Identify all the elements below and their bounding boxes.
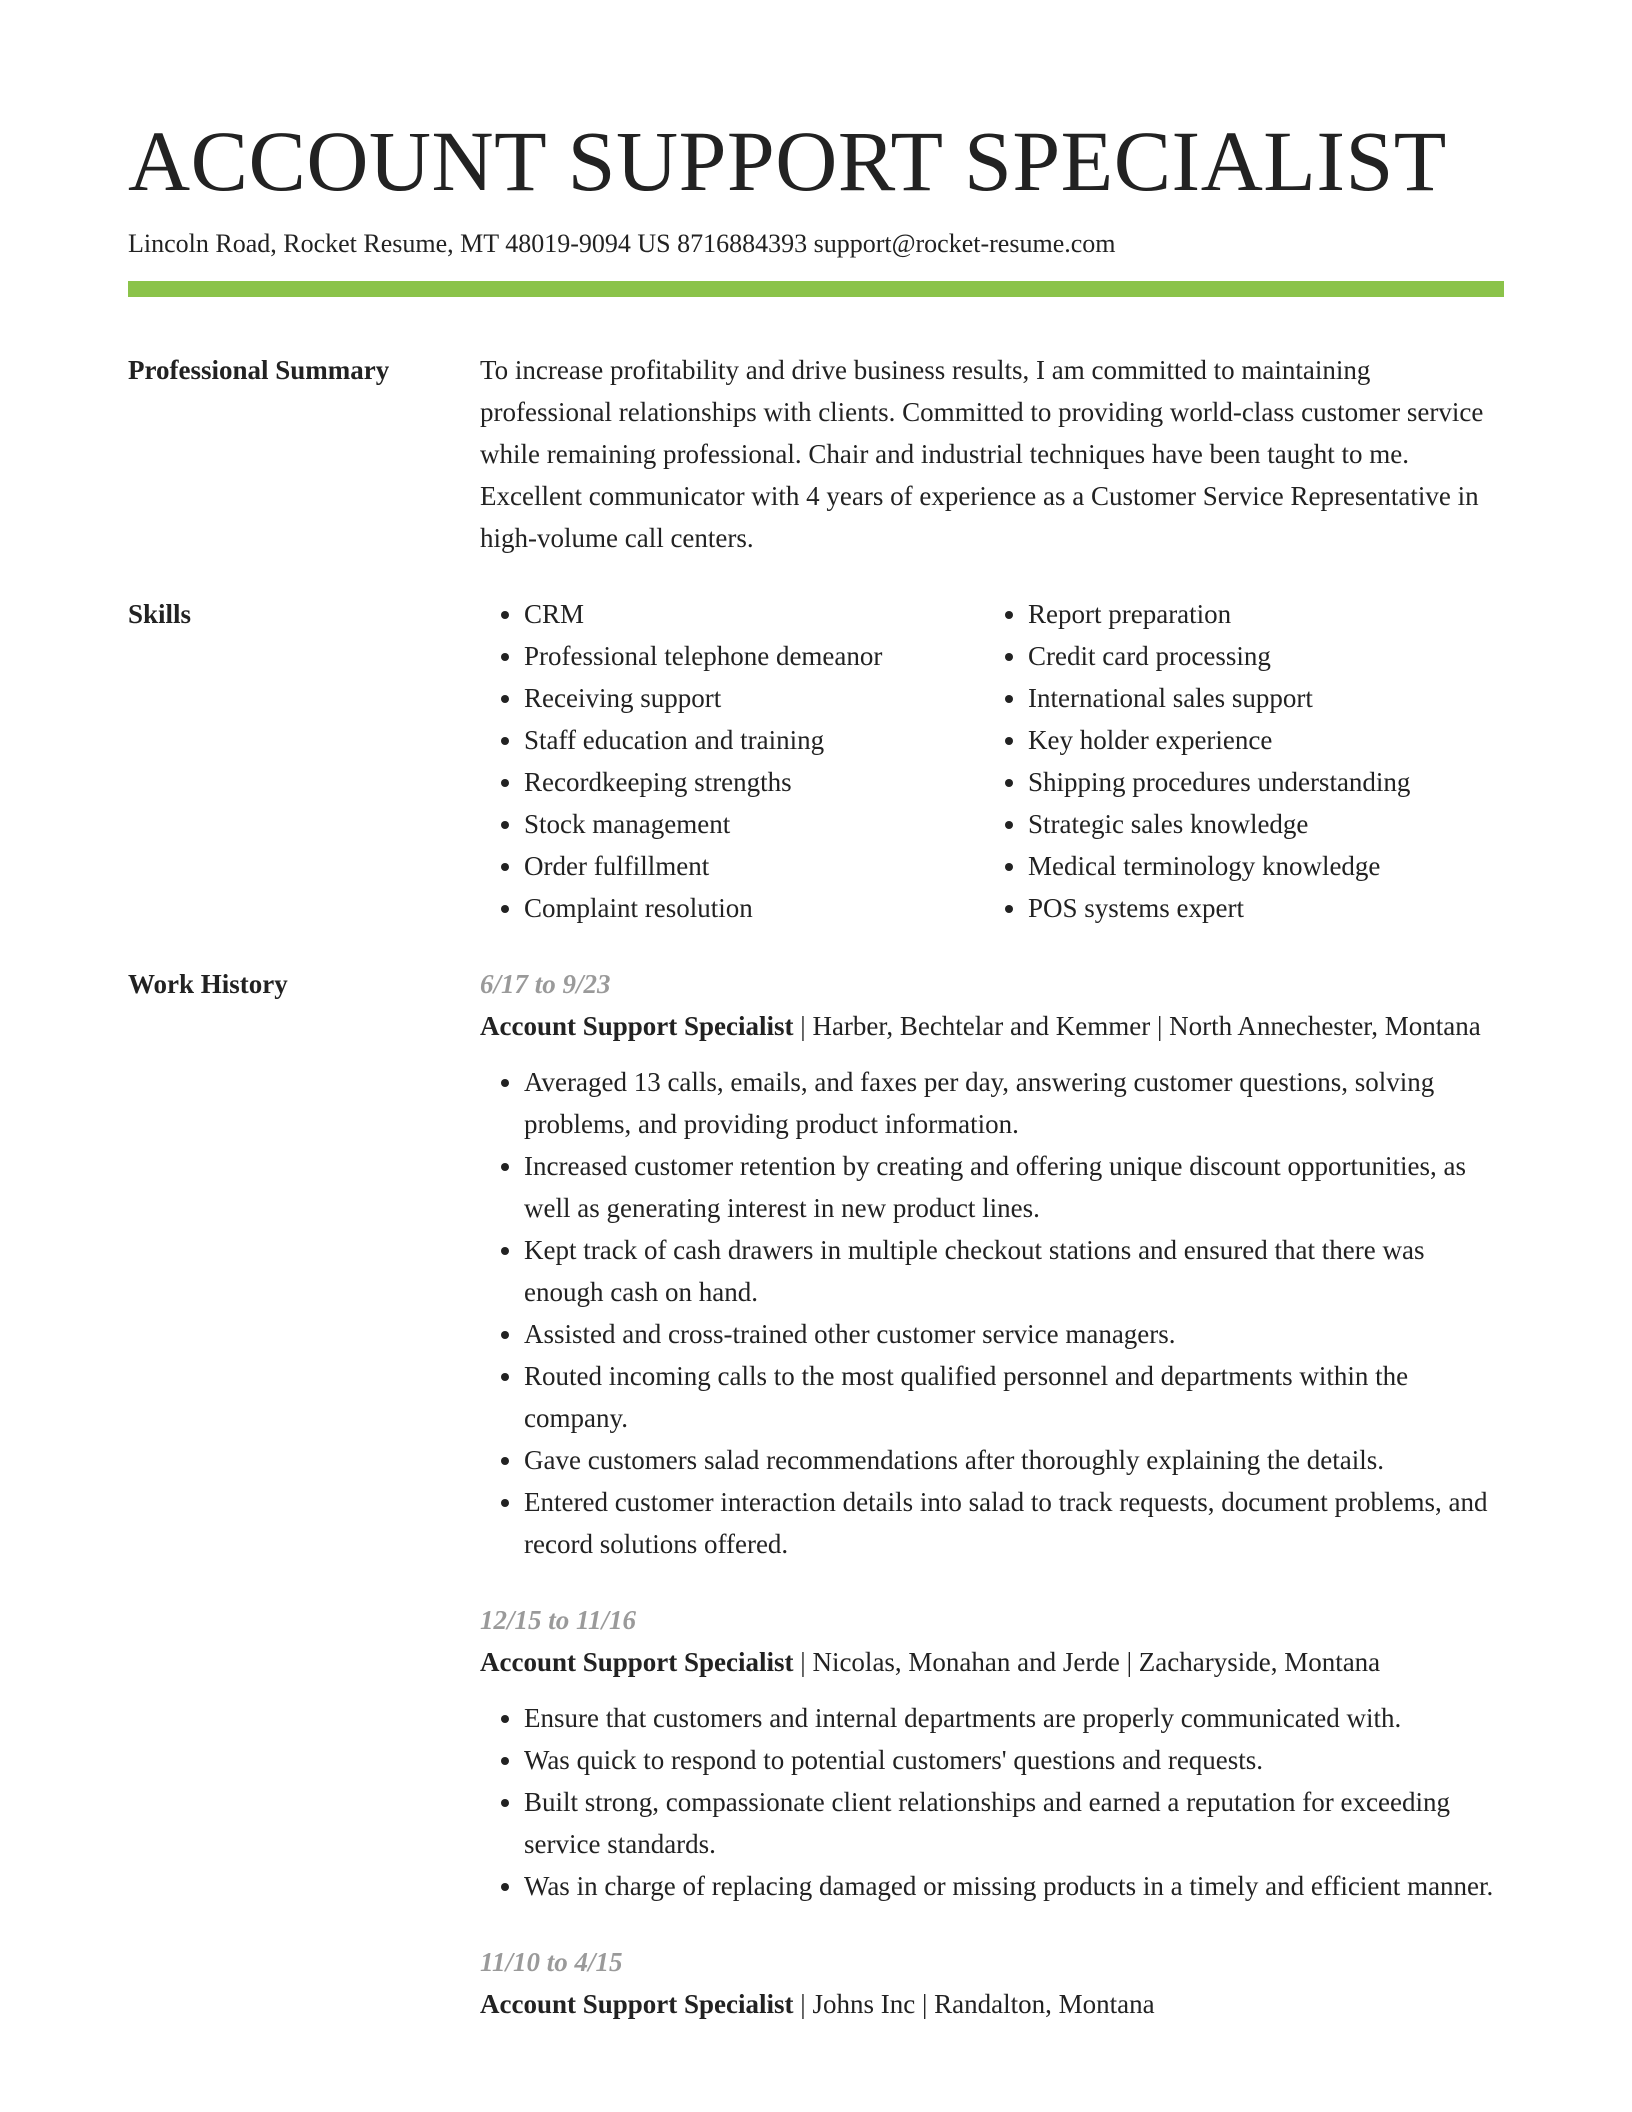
job-bullet: • Gave customers salad recommendations after thoroughly explaining the details. bbox=[524, 1439, 1504, 1481]
job-bullet: • Entered customer interaction details into salad to track requests, document problems, and record solutions offered. bbox=[524, 1481, 1504, 1565]
job-entry bbox=[480, 1941, 1504, 2025]
job-entry bbox=[480, 1599, 1504, 1907]
job-title: Account Support Specialist bbox=[480, 1647, 794, 1678]
skill-item: • Professional telephone demeanor bbox=[524, 635, 984, 677]
job-employer-location: | Nicolas, Monahan and Jerde | Zacharyside, Montana bbox=[793, 1647, 1381, 1678]
skill-item: • Stock management bbox=[524, 803, 984, 845]
job-heading bbox=[480, 1983, 1504, 2025]
skills-list-left bbox=[480, 593, 984, 929]
job-bullet: • Routed incoming calls to the most qualified personnel and departments within the company. bbox=[524, 1355, 1504, 1439]
skills-body bbox=[480, 593, 1504, 929]
job-title: Account Support Specialist bbox=[480, 1989, 794, 2020]
job-bullet: • Was quick to respond to potential customers' questions and requests. bbox=[524, 1739, 1504, 1781]
job-heading bbox=[480, 1005, 1504, 1047]
resume-page bbox=[128, 113, 1504, 2025]
job-bullet: • Increased customer retention by creating and offering unique discount opportunities, as well as generating interest in new product lines. bbox=[524, 1145, 1504, 1229]
skill-item: • Staff education and training bbox=[524, 719, 984, 761]
job-employer-location: | Harber, Bechtelar and Kemmer | North Annechester, Montana bbox=[793, 1011, 1481, 1042]
summary-section bbox=[128, 349, 1504, 559]
job-employer-location: | Johns Inc | Randalton, Montana bbox=[793, 1989, 1155, 2020]
skills-section bbox=[128, 593, 1504, 929]
skill-item: • Shipping procedures understanding bbox=[1028, 761, 1504, 803]
summary-body bbox=[480, 349, 1504, 559]
job-bullet: • Averaged 13 calls, emails, and faxes per day, answering customer questions, solving problems, and providing product information. bbox=[524, 1061, 1504, 1145]
job-bullet: • Assisted and cross-trained other customer service managers. bbox=[524, 1313, 1504, 1355]
job-heading bbox=[480, 1641, 1504, 1683]
skill-item: • Complaint resolution bbox=[524, 887, 984, 929]
job-title: Account Support Specialist bbox=[480, 1011, 794, 1042]
skill-item: • International sales support bbox=[1028, 677, 1504, 719]
skill-item: • Recordkeeping strengths bbox=[524, 761, 984, 803]
skill-item: • Receiving support bbox=[524, 677, 984, 719]
skill-item: • Credit card processing bbox=[1028, 635, 1504, 677]
skill-item: • POS systems expert bbox=[1028, 887, 1504, 929]
job-bullet: • Ensure that customers and internal departments are properly communicated with. bbox=[524, 1697, 1504, 1739]
skill-item: • CRM bbox=[524, 593, 984, 635]
skill-item: • Key holder experience bbox=[1028, 719, 1504, 761]
skill-item: • Strategic sales knowledge bbox=[1028, 803, 1504, 845]
summary-text: To increase profitability and drive business results, I am committed to maintaining professional relationships with clients. Committed to providing world-class customer service while remaining professional. Chair and industrial techniques have been taught to me. Excellent communicator with 4 years of experience as a Customer Service Representative in high-volume call centers. bbox=[480, 355, 1484, 554]
job-dates: 11/10 to 4/15 bbox=[480, 1947, 623, 1978]
section-label-work-history: Work History bbox=[128, 969, 288, 1000]
section-label-skills: Skills bbox=[128, 599, 192, 630]
skill-item: • Medical terminology knowledge bbox=[1028, 845, 1504, 887]
work-history-section bbox=[128, 963, 1504, 2025]
job-bullets bbox=[480, 1697, 1504, 1907]
job-dates: 12/15 to 11/16 bbox=[480, 1605, 637, 1636]
job-entry bbox=[480, 963, 1504, 1565]
skill-item: • Order fulfillment bbox=[524, 845, 984, 887]
job-bullet: • Kept track of cash drawers in multiple checkout stations and ensured that there was enough cash on hand. bbox=[524, 1229, 1504, 1313]
section-label-summary: Professional Summary bbox=[128, 355, 390, 386]
contact-line: Lincoln Road, Rocket Resume, MT 48019-9094 US 8716884393 support@rocket-resume.com bbox=[128, 229, 1116, 258]
job-bullet: • Was in charge of replacing damaged or missing products in a timely and efficient manner. bbox=[524, 1865, 1504, 1907]
resume-title: ACCOUNT SUPPORT SPECIALIST bbox=[128, 113, 1447, 209]
skill-item: • Report preparation bbox=[1028, 593, 1504, 635]
job-bullets bbox=[480, 1061, 1504, 1565]
work-history-body bbox=[480, 963, 1504, 2025]
job-bullet: • Built strong, compassionate client relationships and earned a reputation for exceeding service standards. bbox=[524, 1781, 1504, 1865]
accent-divider bbox=[128, 281, 1504, 297]
skills-list-right bbox=[984, 593, 1504, 929]
job-dates: 6/17 to 9/23 bbox=[480, 969, 611, 1000]
